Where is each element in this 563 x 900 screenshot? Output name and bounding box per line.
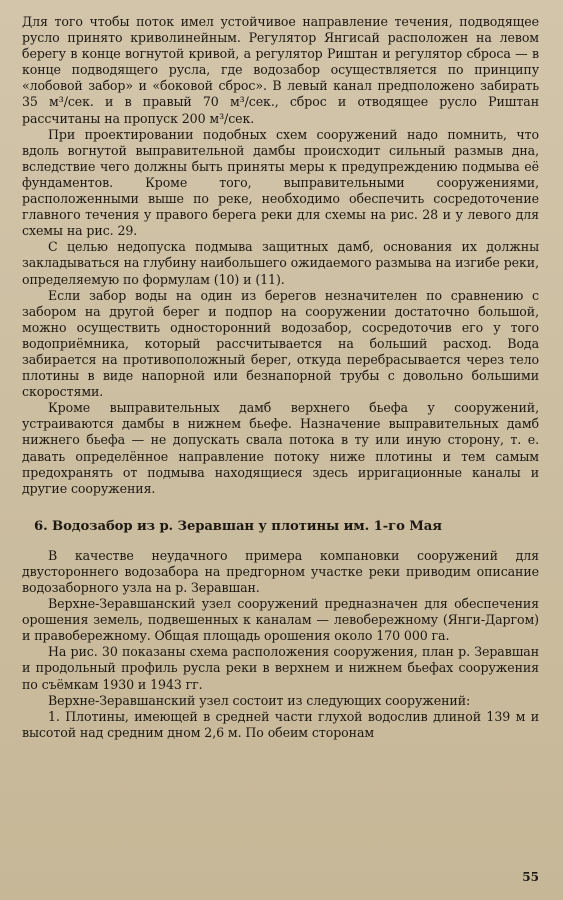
paragraph-lower-dams: Кроме выправительных дамб верхнего бьефа у сооружений, устраиваются дамбы в нижнем бьефе. Назначение выправительных дамб нижнего бьефа — не допускать свала потока в ту или иную сторону, т. е. давать определённое направление потоку ниже плотины и тем самым предохранять от подмыва находящиеся здесь ирригационные каналы и другие сооружения. [22, 400, 539, 496]
paragraph-design-schemes: При проектировании подобных схем сооружений надо помнить, что вдоль вогнутой выправительной дамбы происходит сильный размыв дна, вследствие чего должны быть приняты меры к предупреждению подмыва её фундаментов. Кроме того, выправительными сооружениями, расположенными выше по реке, необходимо обеспечить сосредоточение главного течения у правого берега реки для схемы на рис. 28 и у левого для схемы на рис. 29. [22, 126, 539, 239]
paragraph-dam-description: 1. Плотины, имеющей в средней части глухой водослив длиной 139 м и высотой над средним дном 2,6 м. По обеим сторонам [22, 708, 539, 740]
paragraph-figure-reference: На рис. 30 показаны схема расположения сооружения, план р. Зеравшан и продольный профиль русла реки в верхнем и нижнем бьефах сооружения по съёмкам 1930 и 1943 гг. [22, 644, 539, 692]
paragraph-flow-direction: Для того чтобы поток имел устойчивое направление течения, подводящее русло принято криволинейным. Регулятор Янгисай расположен на левом берегу в конце вогнутой кривой, а регулятор Риштан и регулятор сброса — в конце подводящего русла, где водозабор осуществляется по принципу «лобовой забор» и «боковой сброс». В левый канал предположено забирать 35 м³/сек. и в правый 70 м³/сек., сброс и отводящее русло Риштан рассчитаны на пропуск 200 м³/сек. [22, 14, 539, 126]
paragraph-node-structures: Верхне-Зеравшанский узел состоит из следующих сооружений: [48, 692, 471, 708]
paragraph-bad-example: В качестве неудачного примера компановки сооружений для двустороннего водозабора на предгорном участке реки приводим описание водозаборного узла на р. Зеравшан. [22, 547, 539, 595]
paragraph-one-sided-intake: Если забор воды на один из берегов незначителен по сравнению с забором на другой берег и подпор на сооружении достаточно большой, можно осуществить односторонний водозабор, сосредоточив его у того водоприёмника, который рассчитывается на больший расход. Вода забирается на противоположный берег, откуда перебрасывается через тело плотины в виде напорной или безнапорной трубы с довольно большими скоростями. [22, 287, 539, 400]
page-number: 55 [522, 870, 539, 884]
section-heading: 6. Водозабор из р. Зеравшан у плотины им. 1-го Мая [34, 518, 442, 534]
paragraph-dam-foundations: С целью недопуска подмыва защитных дамб, основания их должны закладываться на глубину наибольшего ожидаемого размыва на изгибе реки, определяемую по формулам (10) и (11). [22, 239, 539, 287]
paragraph-zeravshan-node: Верхне-Зеравшанский узел сооружений предназначен для обеспечения орошения земель, подвешенных к каналам — левобережному (Янги-Даргом) и правобережному. Общая площадь орошения около 170 000 га. [22, 596, 539, 644]
